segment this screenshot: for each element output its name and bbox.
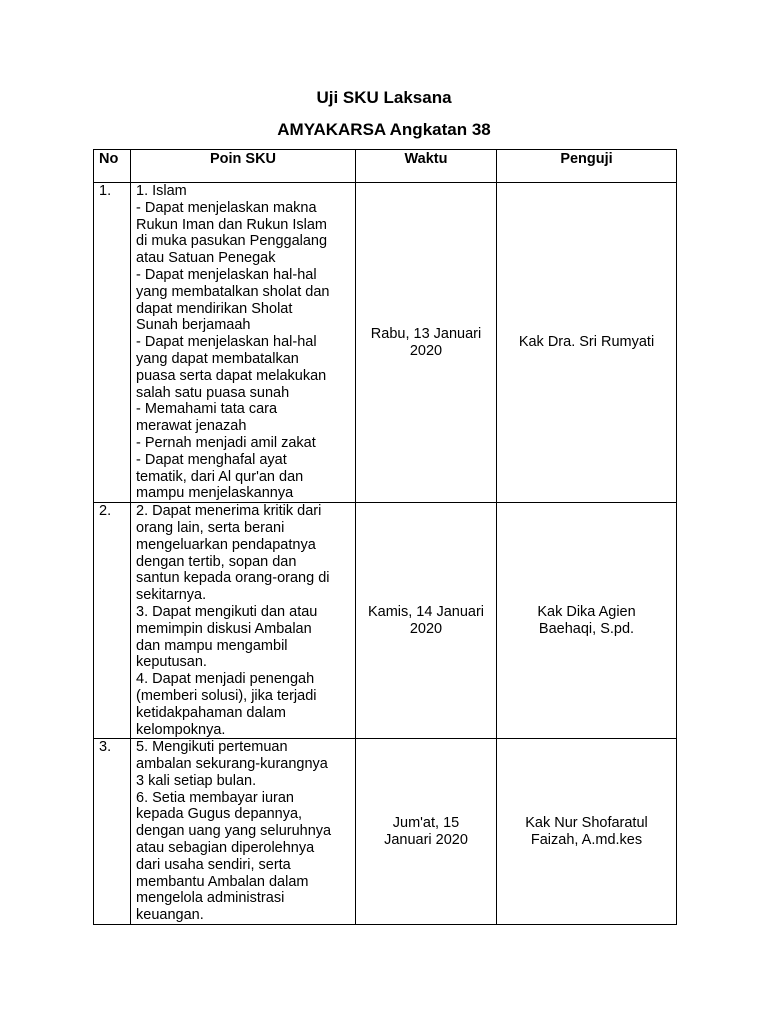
poin-sku-line: - Pernah menjadi amil zakat	[136, 434, 316, 451]
poin-sku-line: 5. Mengikuti pertemuan	[136, 739, 288, 756]
poin-sku-line: yang membatalkan sholat dan	[136, 283, 330, 300]
cell-waktu	[356, 739, 497, 925]
poin-sku-line: 2. Dapat menerima kritik dari	[136, 503, 322, 520]
poin-sku-line: dengan tertib, sopan dan	[136, 553, 297, 570]
poin-sku-line: 4. Dapat menjadi penengah	[136, 671, 315, 688]
cell-poin-sku	[131, 503, 356, 739]
poin-sku-line: dan mampu mengambil	[136, 637, 288, 654]
poin-sku-line: - Dapat menghafal ayat	[136, 451, 287, 468]
sku-table	[93, 149, 677, 925]
poin-sku-line: puasa serta dapat melakukan	[136, 367, 327, 384]
poin-sku-line: mengelola administrasi	[136, 890, 285, 907]
penguji-line: Kak Nur Shofaratul	[525, 814, 648, 831]
poin-sku-line: memimpin diskusi Ambalan	[136, 620, 312, 637]
poin-sku-line: sekitarnya.	[136, 587, 207, 604]
poin-sku-line: - Memahami tata cara	[136, 401, 278, 418]
waktu-line: Kamis, 14 Januari	[367, 603, 485, 620]
penguji-line: Kak Dra. Sri Rumyati	[518, 334, 655, 351]
poin-sku-line: 3. Dapat mengikuti dan atau	[136, 603, 318, 620]
poin-sku-line: orang lain, serta berani	[136, 519, 285, 536]
table-row	[94, 183, 677, 503]
penguji-line: Faizah, A.md.kes	[530, 831, 643, 848]
poin-sku-line: atau sebagian diperolehnya	[136, 840, 315, 857]
poin-sku-line: dapat mendirikan Sholat	[136, 300, 293, 317]
poin-sku-line: santun kepada orang-orang di	[136, 570, 330, 587]
cell-waktu	[356, 503, 497, 739]
header-penguji: Penguji	[497, 150, 677, 183]
poin-sku-line: 6. Setia membayar iuran	[136, 789, 294, 806]
poin-sku-line: di muka pasukan Penggalang	[136, 233, 328, 250]
poin-sku-line: ambalan sekurang-kurangnya	[136, 756, 328, 773]
poin-sku-line: (memberi solusi), jika terjadi	[136, 687, 317, 704]
waktu-line: Januari 2020	[384, 831, 468, 848]
poin-sku-line: keputusan.	[136, 654, 207, 671]
poin-sku-line: mampu menjelaskannya	[136, 485, 294, 502]
poin-sku-line: tematik, dari Al qur'an dan	[136, 468, 304, 485]
poin-sku-line: dari usaha sendiri, serta	[136, 856, 291, 873]
poin-sku-line: 1. Islam	[136, 183, 187, 199]
cell-waktu	[356, 183, 497, 503]
poin-sku-line: merawat jenazah	[136, 418, 247, 435]
document-subtitle: AMYAKARSA Angkatan 38	[277, 120, 491, 139]
table-header-row	[94, 150, 677, 183]
cell-poin-sku	[131, 183, 356, 503]
waktu-line: 2020	[409, 620, 443, 637]
poin-sku-line: - Dapat menjelaskan makna	[136, 199, 317, 216]
header-waktu: Waktu	[356, 150, 497, 183]
poin-sku-line: Sunah berjamaah	[136, 317, 251, 334]
waktu-line: 2020	[409, 342, 443, 359]
document-title: Uji SKU Laksana	[316, 88, 452, 107]
penguji-line: Baehaqi, S.pd.	[538, 620, 635, 637]
table-row	[94, 739, 677, 925]
poin-sku-line: - Dapat menjelaskan hal-hal	[136, 266, 317, 283]
waktu-line: Jum'at, 15	[392, 814, 460, 831]
poin-sku-line: Rukun Iman dan Rukun Islam	[136, 216, 328, 233]
cell-penguji	[497, 183, 677, 503]
waktu-line: Rabu, 13 Januari	[370, 325, 482, 342]
poin-sku-line: dengan uang yang seluruhnya	[136, 823, 332, 840]
cell-no: 3.	[94, 739, 131, 925]
cell-penguji	[497, 739, 677, 925]
header-no: No	[94, 150, 131, 183]
table-row	[94, 503, 677, 739]
poin-sku-line: kepada Gugus depannya,	[136, 806, 303, 823]
cell-poin-sku	[131, 739, 356, 925]
cell-no: 2.	[94, 503, 131, 739]
poin-sku-line: keuangan.	[136, 907, 204, 924]
cell-no: 1.	[94, 183, 131, 503]
poin-sku-line: membantu Ambalan dalam	[136, 873, 309, 890]
poin-sku-line: salah satu puasa sunah	[136, 384, 290, 401]
poin-sku-line: 3 kali setiap bulan.	[136, 772, 257, 789]
cell-penguji	[497, 503, 677, 739]
poin-sku-line: atau Satuan Penegak	[136, 250, 276, 267]
header-poin-sku: Poin SKU	[131, 150, 356, 183]
poin-sku-line: mengeluarkan pendapatnya	[136, 536, 316, 553]
poin-sku-line: - Dapat menjelaskan hal-hal	[136, 334, 317, 351]
poin-sku-line: kelompoknya.	[136, 721, 226, 738]
poin-sku-line: yang dapat membatalkan	[136, 350, 299, 367]
poin-sku-line: ketidakpahaman dalam	[136, 704, 286, 721]
penguji-line: Kak Dika Agien	[537, 603, 636, 620]
